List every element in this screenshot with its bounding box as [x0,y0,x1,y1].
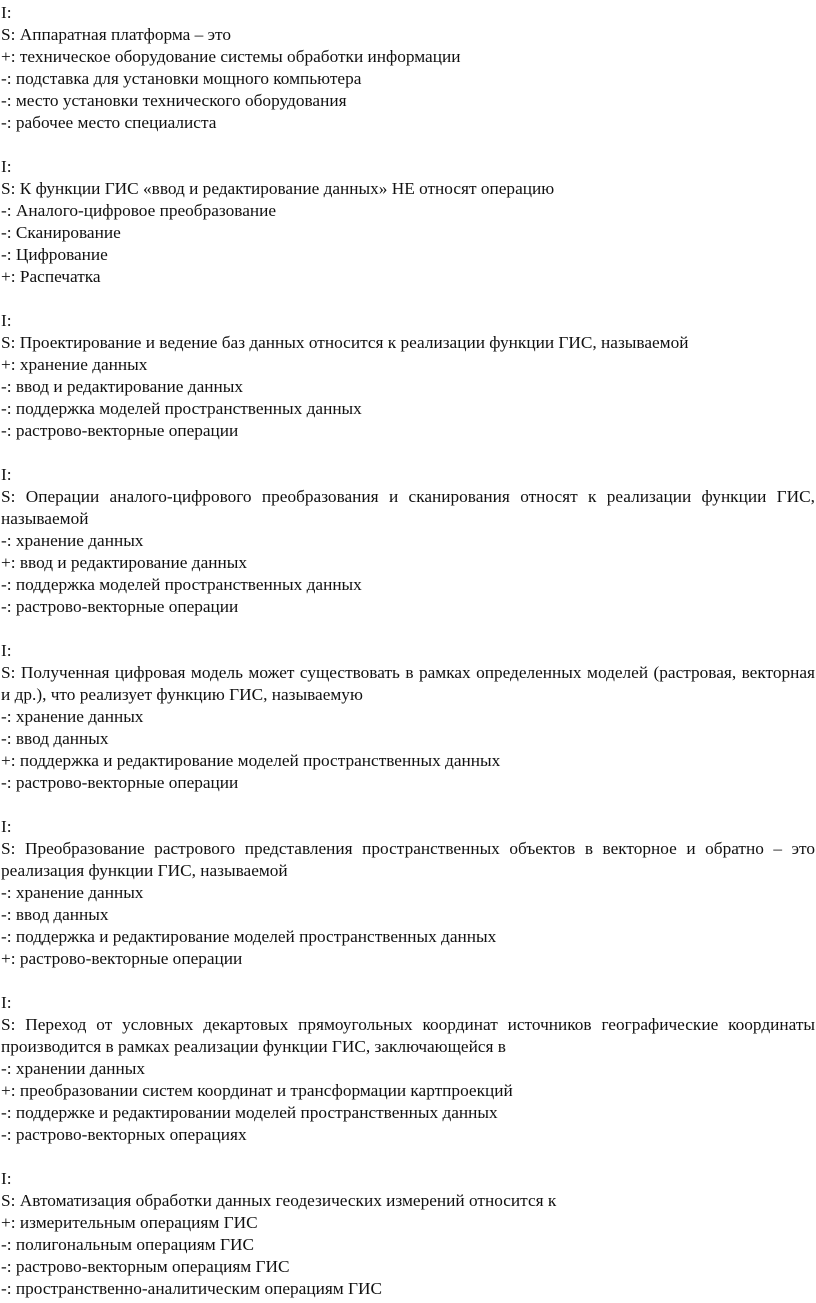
answer-option: -: пространственно-аналитическим операциям ГИС [1,1279,383,1298]
answer-option: -: поддержка моделей пространственных данных [1,399,362,418]
question-2 [1,156,815,288]
answer-option: -: Цифрование [1,245,108,264]
question-stem: S: Автоматизация обработки данных геодезических измерений относится к [1,1191,557,1210]
question-marker: I: [1,3,12,22]
question-stem: S: Проектирование и ведение баз данных относится к реализации функции ГИС, называемой [1,333,689,352]
question-stem: S: Переход от условных декартовых прямоугольных координат источников географические координаты производится в рамках реализации функции ГИС, заключающейся в [1,1015,815,1056]
answer-option: +: техническое оборудование системы обработки информации [1,47,461,66]
question-marker: I: [1,1169,12,1188]
answer-option: -: растрово-векторных операциях [1,1125,247,1144]
answer-option: -: рабочее место специалиста [1,113,217,132]
question-5 [1,640,815,794]
answer-option: -: полигональным операциям ГИС [1,1235,254,1254]
answer-option: -: растрово-векторные операции [1,421,239,440]
answer-option: +: поддержка и редактирование моделей пространственных данных [1,751,501,770]
answer-option: -: место установки технического оборудования [1,91,347,110]
answer-option: -: растрово-векторные операции [1,773,239,792]
question-marker: I: [1,993,12,1012]
question-marker: I: [1,157,12,176]
answer-option: +: хранение данных [1,355,148,374]
question-marker: I: [1,641,12,660]
question-6 [1,816,815,970]
answer-option: -: поддержка и редактирование моделей пространственных данных [1,927,497,946]
answer-option: -: Аналого-цифровое преобразование [1,201,277,220]
question-marker: I: [1,311,12,330]
answer-option: -: поддержке и редактировании моделей пространственных данных [1,1103,498,1122]
answer-option: +: ввод и редактирование данных [1,553,247,572]
answer-option: -: ввод данных [1,905,109,924]
question-stem: S: К функции ГИС «ввод и редактирование данных» НЕ относят операцию [1,179,555,198]
question-1 [1,2,815,134]
answer-option: -: хранение данных [1,707,144,726]
question-4 [1,464,815,618]
question-stem: S: Преобразование растрового представления пространственных объектов в векторное и обратно – это реализация функции ГИС, называемой [1,839,815,880]
answer-option: +: Распечатка [1,267,101,286]
question-7 [1,992,815,1146]
question-stem: S: Операции аналого-цифрового преобразования и сканирования относят к реализации функции ГИС, называемой [1,487,815,528]
answer-option: -: Сканирование [1,223,121,242]
answer-option: +: растрово-векторные операции [1,949,243,968]
answer-option: -: подставка для установки мощного компьютера [1,69,362,88]
answer-option: -: хранении данных [1,1059,146,1078]
answer-option: -: растрово-векторные операции [1,597,239,616]
question-8 [1,1168,815,1300]
answer-option: +: преобразовании систем координат и трансформации картпроекций [1,1081,513,1100]
answer-option: -: ввод данных [1,729,109,748]
question-stem: S: Аппаратная платформа – это [1,25,231,44]
question-3 [1,310,815,442]
answer-option: -: ввод и редактирование данных [1,377,243,396]
answer-option: -: поддержка моделей пространственных данных [1,575,362,594]
question-marker: I: [1,465,12,484]
answer-option: -: хранение данных [1,883,144,902]
answer-option: -: хранение данных [1,531,144,550]
question-stem: S: Полученная цифровая модель может существовать в рамках определенных моделей (растровая, векторная и др.), что реализует функцию ГИС, называемую [1,663,815,704]
answer-option: +: измерительным операциям ГИС [1,1213,258,1232]
question-marker: I: [1,817,12,836]
answer-option: -: растрово-векторным операциям ГИС [1,1257,290,1276]
